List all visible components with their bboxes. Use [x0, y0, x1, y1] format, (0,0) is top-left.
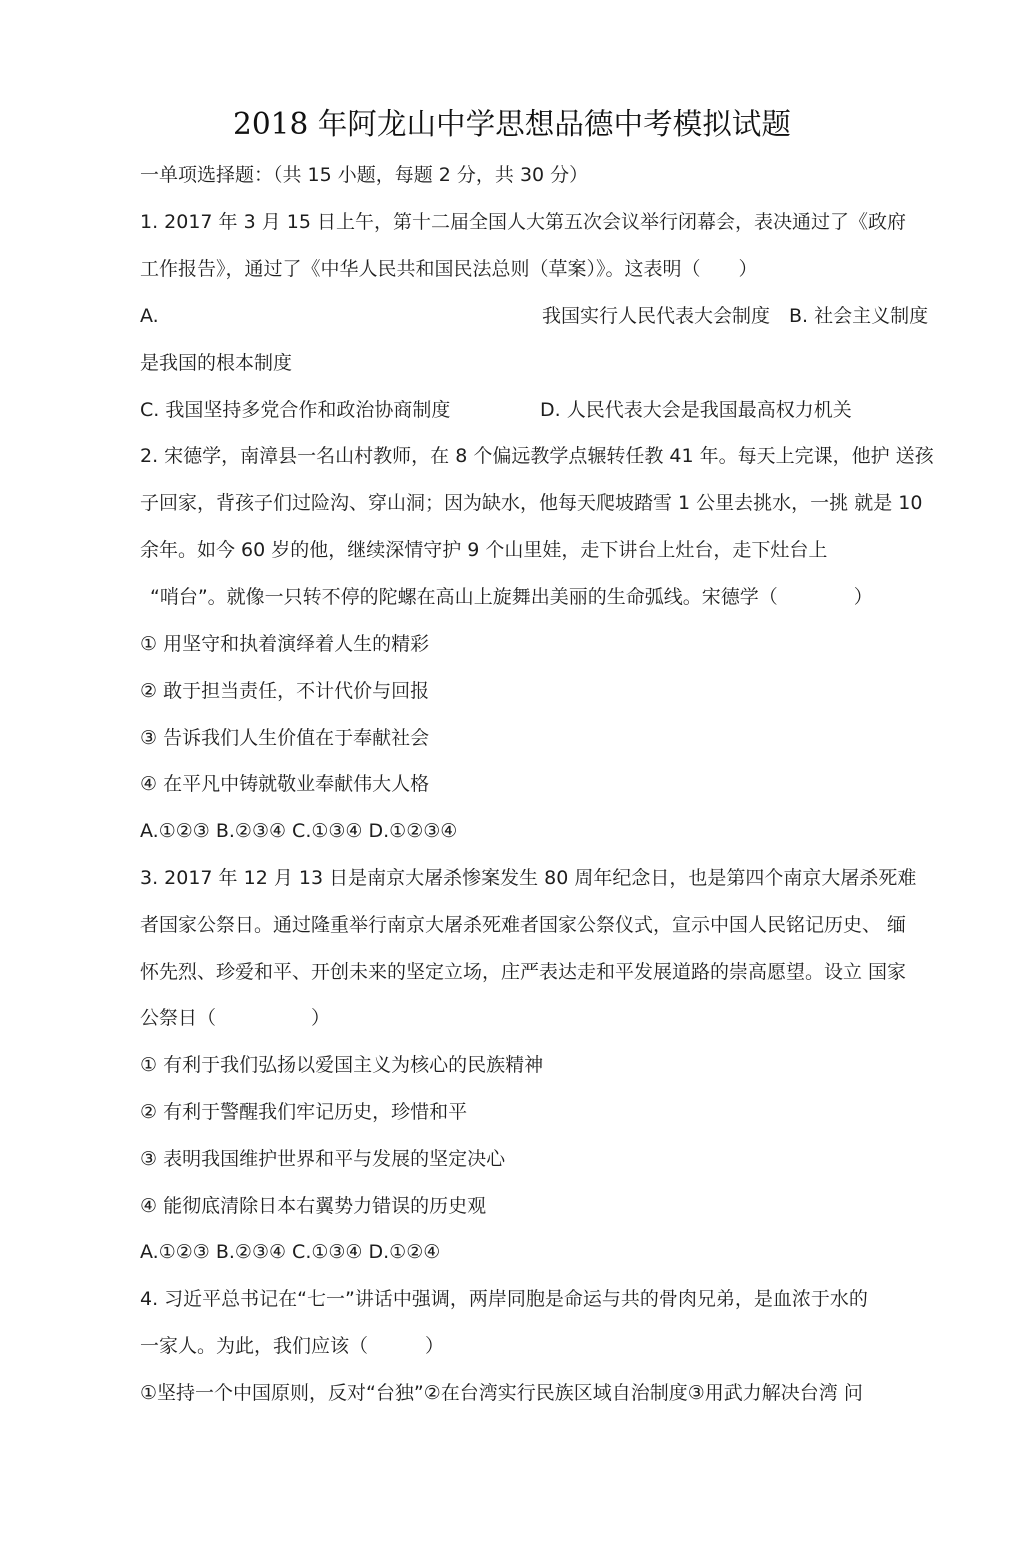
question-2-line-2: 子回家，背孩子们过险沟、穿山洞；因为缺水，他每天爬坡踏雪 1 公里去挑水，一挑 就是 10	[140, 492, 923, 514]
question-3-choices: A.①②③ B.②③④ C.①③④ D.①②④	[140, 1241, 441, 1263]
question-2-statement-3: ③ 告诉我们人生价值在于奉献社会	[140, 727, 430, 749]
question-3-statement-3: ③ 表明我国维护世界和平与发展的坚定决心	[140, 1148, 506, 1170]
question-2-line-3: 余年。如今 60 岁的他，继续深情守护 9 个山里娃，走下讲台上灶台，走下灶台上	[140, 539, 828, 561]
question-3-line-3: 怀先烈、珍爱和平、开创未来的坚定立场，庄严表达走和平发展道路的崇高愿望。设立 国家	[140, 961, 907, 983]
question-3-line-2: 者国家公祭日。通过隆重举行南京大屠杀死难者国家公祭仪式，宣示中国人民铭记历史、 缅	[140, 914, 907, 936]
question-2-statement-2: ② 敢于担当责任，不计代价与回报	[140, 680, 430, 702]
question-3-statement-4: ④ 能彻底清除日本右翼势力错误的历史观	[140, 1195, 487, 1217]
question-1-option-a-b: 我国实行人民代表大会制度 B. 社会主义制度	[542, 305, 929, 327]
question-2-choices: A.①②③ B.②③④ C.①③④ D.①②③④	[140, 820, 458, 842]
question-3-statement-1: ① 有利于我们弘扬以爱国主义为核心的民族精神	[140, 1054, 544, 1076]
question-1-option-c: C. 我国坚持多党合作和政治协商制度	[140, 399, 451, 421]
question-2-statement-4: ④ 在平凡中铸就敬业奉献伟大人格	[140, 773, 430, 795]
question-3-statement-2: ② 有利于警醒我们牢记历史，珍惜和平	[140, 1101, 468, 1123]
question-3-line-4: 公祭日（ ）	[140, 1007, 331, 1029]
question-1-option-d: D. 人民代表大会是我国最高权力机关	[540, 399, 852, 421]
question-1-option-b-continued: 是我国的根本制度	[140, 352, 293, 374]
question-3-line-1: 3. 2017 年 12 月 13 日是南京大屠杀惨案发生 80 周年纪念日，也是第四个南京大屠杀死难	[140, 867, 917, 889]
question-4-line-3: ①坚持一个中国原则，反对“台独”②在台湾实行民族区域自治制度③用武力解决台湾 问	[140, 1382, 863, 1404]
question-1-line-1: 1. 2017 年 3 月 15 日上午，第十二届全国人大第五次会议举行闭幕会，表决通过了《政府	[140, 211, 906, 233]
section-header: 一单项选择题：（共 15 小题，每题 2 分，共 30 分）	[140, 164, 589, 186]
page-title: 2018 年阿龙山中学思想品德中考模拟试题	[233, 107, 791, 141]
question-2-line-4: “哨台”。就像一只转不停的陀螺在高山上旋舞出美丽的生命弧线。宋德学（ ）	[150, 586, 873, 608]
question-2-statement-1: ① 用坚守和执着演绎着人生的精彩	[140, 633, 430, 655]
question-4-line-2: 一家人。为此，我们应该（ ）	[140, 1335, 445, 1357]
question-2-line-1: 2. 宋德学，南漳县一名山村教师，在 8 个偏远教学点辗转任教 41 年。每天上完课，他护 送孩	[140, 445, 934, 467]
question-1-line-2: 工作报告》，通过了《中华人民共和国民法总则（草案）》。这表明（ ）	[140, 258, 758, 280]
question-1-option-a-label: A.	[140, 305, 159, 327]
question-4-line-1: 4. 习近平总书记在“七一”讲话中强调，两岸同胞是命运与共的骨肉兄弟，是血浓于水的	[140, 1288, 868, 1310]
